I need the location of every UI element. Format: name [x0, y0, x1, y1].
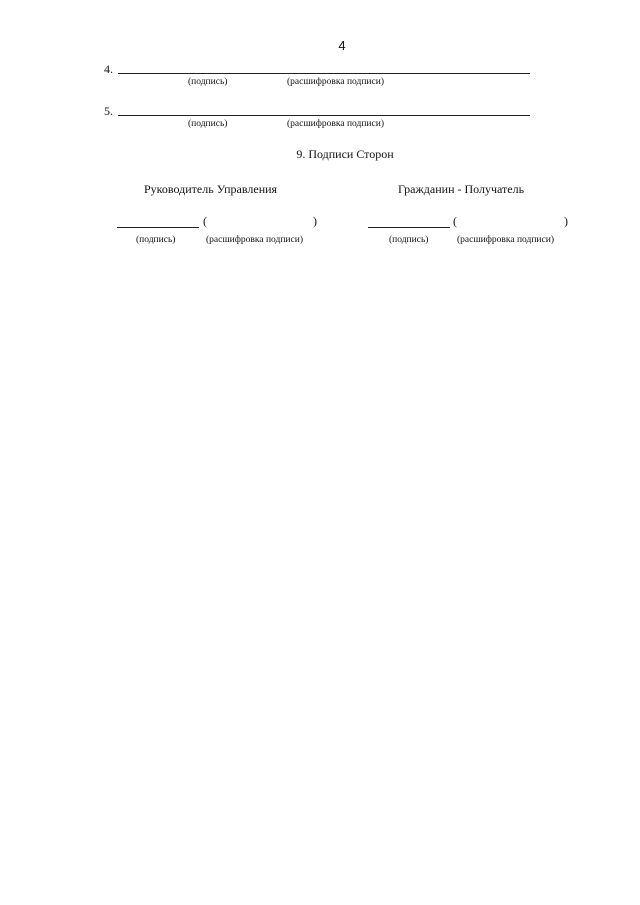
party-signature-line-recipient[interactable]	[368, 227, 450, 228]
party-title-recipient: Гражданин - Получатель	[398, 182, 525, 196]
signature-decode-caption: (расшифровка подписи)	[287, 77, 384, 87]
open-paren: (	[203, 214, 207, 228]
party-title-manager: Руководитель Управления	[144, 182, 278, 196]
signatory-number-4: 4.	[104, 62, 113, 76]
page-number: 4	[338, 38, 346, 53]
signature-line-4[interactable]	[118, 73, 530, 74]
signature-line-5[interactable]	[118, 115, 530, 116]
signature-caption: (подпись)	[136, 235, 176, 245]
signatory-number-5: 5.	[104, 104, 113, 118]
party-signature-line-manager[interactable]	[117, 227, 199, 228]
signature-decode-caption: (расшифровка подписи)	[206, 235, 303, 245]
section-title: 9. Подписи Сторон	[296, 147, 394, 161]
signature-caption: (подпись)	[188, 119, 228, 129]
open-paren: (	[453, 214, 457, 228]
signature-caption: (подпись)	[188, 77, 228, 87]
signature-decode-caption: (расшифровка подписи)	[287, 119, 384, 129]
close-paren: )	[313, 214, 317, 228]
signature-decode-caption: (расшифровка подписи)	[457, 235, 554, 245]
signature-caption: (подпись)	[389, 235, 429, 245]
close-paren: )	[564, 214, 568, 228]
